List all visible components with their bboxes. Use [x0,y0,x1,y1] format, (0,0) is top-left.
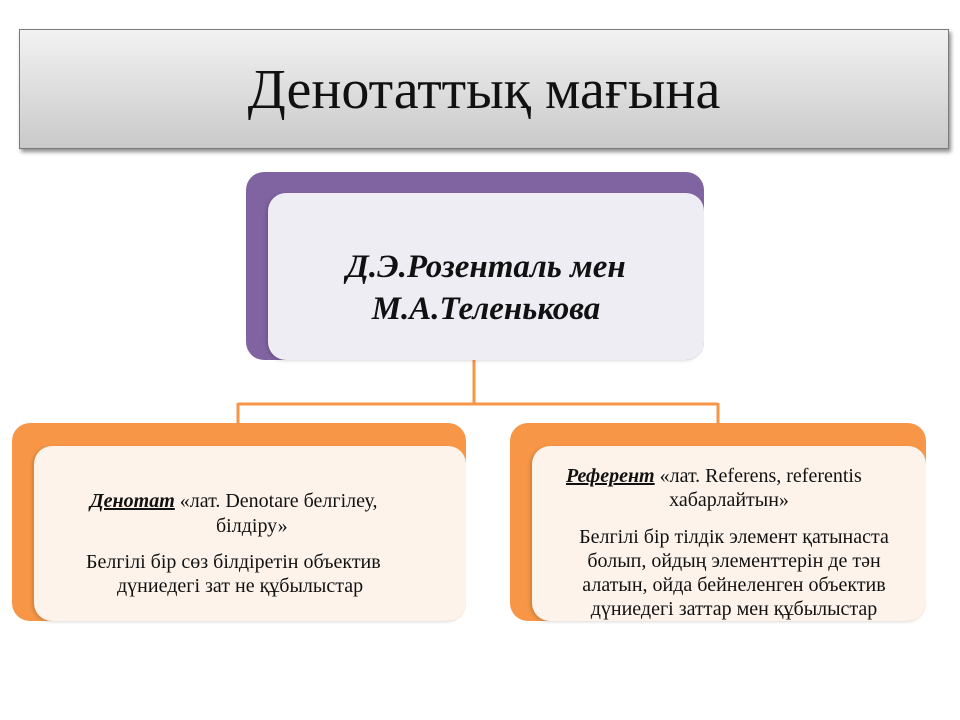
right-definition-line1: Белгілі бір тілдік элемент қатынаста [579,526,889,548]
slide-title: Денотаттық мағына [247,59,721,121]
right-definition-line4: дүниедегі заттар мен құбылыстар [590,598,878,620]
right-etymology-line2: хабарлайтын» [669,489,789,511]
right-definition-line2: болып, ойдың элементтерін де тән [587,550,881,572]
right-etymology-line1 [566,464,862,488]
right-etymology-text: «лат. Referens, referentis [654,465,862,487]
left-etymology-text: «лат. Denotare белгілеу, [174,490,378,512]
top-node-label [268,246,704,330]
left-definition-line1: Белгілі бір сөз білдіретін объектив [86,551,381,573]
right-definition-line3: алатын, ойда бейнеленген объектив [582,574,886,596]
left-etymology-line1 [90,489,378,513]
top-node-line2: М.А.Теленькова [371,291,601,327]
right-term: Референт [566,465,655,487]
left-etymology-line2: білдіру» [216,515,288,537]
left-term: Денотат [90,490,175,512]
left-definition-line2: дүниедегі зат не құбылыстар [117,575,364,597]
top-node-line1: Д.Э.Розенталь мен [346,249,626,285]
